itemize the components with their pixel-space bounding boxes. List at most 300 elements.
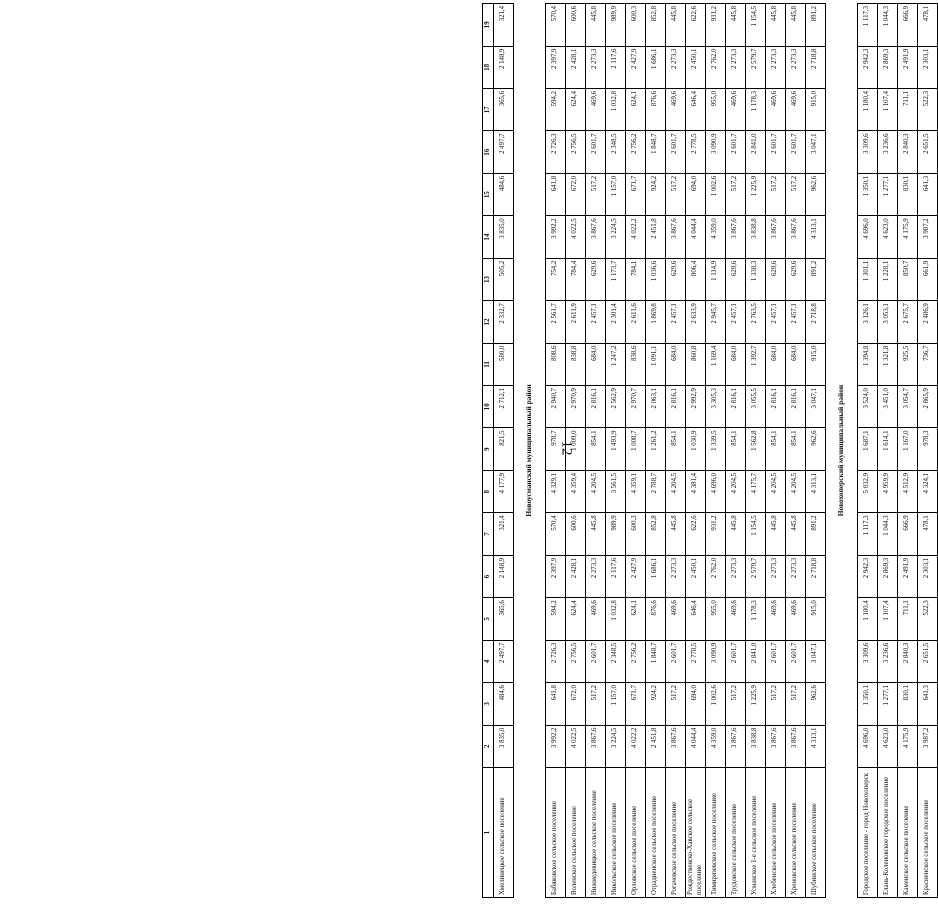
value-cell: 3 524,0 bbox=[858, 386, 878, 428]
value-cell: 2 601,7 bbox=[666, 131, 686, 173]
value-cell: 2 457,1 bbox=[766, 301, 786, 343]
budget-table bbox=[482, 3, 938, 898]
value-cell: 2 273,3 bbox=[666, 46, 686, 88]
value-cell: 3 867,6 bbox=[786, 216, 806, 258]
value-cell: 646,4 bbox=[686, 89, 706, 131]
value-cell: 365,6 bbox=[494, 598, 514, 640]
value-cell: 4 623,0 bbox=[878, 725, 898, 767]
value-cell: 3 054,7 bbox=[898, 386, 918, 428]
column-number-2: 2 bbox=[483, 725, 494, 767]
value-cell: 1 002,6 bbox=[706, 173, 726, 215]
value-cell: 2 942,3 bbox=[858, 555, 878, 597]
value-cell: 484,6 bbox=[494, 173, 514, 215]
value-cell: 931,2 bbox=[706, 4, 726, 47]
value-cell: 684,0 bbox=[786, 343, 806, 385]
table-row bbox=[546, 4, 566, 898]
table-row bbox=[646, 4, 666, 898]
value-cell: 2 601,7 bbox=[766, 131, 786, 173]
column-number-4: 4 bbox=[483, 640, 494, 682]
value-cell: 3 987,2 bbox=[918, 725, 938, 767]
value-cell: 2 756,2 bbox=[626, 640, 646, 682]
value-cell: 1 848,7 bbox=[646, 640, 666, 682]
value-cell: 891,2 bbox=[806, 258, 826, 300]
value-cell: 2 945,7 bbox=[706, 301, 726, 343]
value-cell: 684,0 bbox=[766, 343, 786, 385]
value-cell: 2 942,3 bbox=[858, 46, 878, 88]
value-cell: 1 044,3 bbox=[878, 4, 898, 47]
value-cell: 1 008,7 bbox=[626, 428, 646, 470]
value-cell: 1 869,8 bbox=[646, 301, 666, 343]
column-number-6: 6 bbox=[483, 555, 494, 597]
value-cell: 684,0 bbox=[666, 343, 686, 385]
value-cell: 4 204,5 bbox=[666, 470, 686, 512]
value-cell: 3 236,6 bbox=[878, 131, 898, 173]
value-cell: 978,7 bbox=[546, 428, 566, 470]
value-cell: 1 247,2 bbox=[606, 343, 626, 385]
value-cell: 600,6 bbox=[566, 513, 586, 555]
value-cell: 4 696,0 bbox=[706, 470, 726, 512]
value-cell: 2 148,9 bbox=[494, 555, 514, 597]
value-cell: 955,0 bbox=[706, 598, 726, 640]
value-cell: 754,2 bbox=[546, 258, 566, 300]
value-cell: 2 148,9 bbox=[494, 46, 514, 88]
value-cell: 2 451,8 bbox=[646, 725, 666, 767]
value-cell: 4 177,9 bbox=[494, 470, 514, 512]
value-cell: 4 175,7 bbox=[746, 470, 766, 512]
value-cell: 622,6 bbox=[686, 513, 706, 555]
value-cell: 641,8 bbox=[546, 173, 566, 215]
value-cell: 445,8 bbox=[666, 513, 686, 555]
value-cell: 594,2 bbox=[546, 89, 566, 131]
value-cell: 3 309,6 bbox=[858, 640, 878, 682]
value-cell: 2 117,6 bbox=[606, 555, 626, 597]
section-header-row bbox=[514, 4, 546, 898]
value-cell: 478,1 bbox=[918, 513, 938, 555]
value-cell: 2 601,7 bbox=[586, 640, 606, 682]
value-cell: 2 816,1 bbox=[786, 386, 806, 428]
value-cell: 2 841,0 bbox=[746, 640, 766, 682]
value-cell: 4 204,5 bbox=[586, 470, 606, 512]
value-cell: 624,1 bbox=[626, 89, 646, 131]
value-cell: 641,8 bbox=[546, 683, 566, 725]
column-number-17: 17 bbox=[483, 89, 494, 131]
value-cell: 1 350,1 bbox=[858, 173, 878, 215]
value-cell: 2 273,3 bbox=[586, 46, 606, 88]
value-cell: 517,2 bbox=[786, 173, 806, 215]
section-header-row bbox=[826, 4, 858, 898]
settlement-name: Трудовское сельское поселение bbox=[726, 768, 746, 898]
value-cell: 891,2 bbox=[806, 513, 826, 555]
value-cell: 469,6 bbox=[666, 89, 686, 131]
value-cell: 624,4 bbox=[566, 89, 586, 131]
value-cell: 4 329,1 bbox=[546, 470, 566, 512]
value-cell: 806,4 bbox=[686, 258, 706, 300]
value-cell: 2 491,9 bbox=[898, 555, 918, 597]
value-cell: 891,2 bbox=[806, 4, 826, 47]
value-cell: 2 117,6 bbox=[606, 46, 626, 88]
value-cell: 2 273,3 bbox=[766, 555, 786, 597]
district-title: Новохоперский муниципальный район bbox=[836, 384, 846, 517]
value-cell: 4 313,1 bbox=[806, 725, 826, 767]
value-cell: 2 301,4 bbox=[606, 301, 626, 343]
value-cell: 1 350,1 bbox=[858, 683, 878, 725]
value-cell: 924,2 bbox=[646, 683, 666, 725]
value-cell: 2 561,7 bbox=[546, 301, 566, 343]
value-cell: 1 114,9 bbox=[706, 258, 726, 300]
value-cell: 2 788,7 bbox=[646, 470, 666, 512]
value-cell: 3 126,1 bbox=[858, 301, 878, 343]
value-cell: 711,1 bbox=[898, 598, 918, 640]
table-row bbox=[586, 4, 606, 898]
settlement-name: Орловское сельское поселение bbox=[626, 768, 646, 898]
value-cell: 2 450,1 bbox=[686, 46, 706, 88]
value-cell: 445,8 bbox=[766, 513, 786, 555]
value-cell: 445,8 bbox=[726, 513, 746, 555]
settlement-name: Каменское сельское поселение bbox=[898, 768, 918, 898]
value-cell: 4 359,1 bbox=[626, 470, 646, 512]
column-number-7: 7 bbox=[483, 513, 494, 555]
value-cell: 469,6 bbox=[786, 598, 806, 640]
value-cell: 2 940,7 bbox=[546, 386, 566, 428]
value-cell: 4 204,5 bbox=[766, 470, 786, 512]
value-cell: 852,8 bbox=[646, 4, 666, 47]
value-cell: 876,6 bbox=[646, 89, 666, 131]
value-cell: 1 154,5 bbox=[746, 4, 766, 47]
value-cell: 1 032,8 bbox=[606, 89, 626, 131]
value-cell: 2 840,3 bbox=[898, 640, 918, 682]
value-cell: 517,2 bbox=[786, 683, 806, 725]
value-cell: 1 117,3 bbox=[858, 513, 878, 555]
value-cell: 2 869,3 bbox=[878, 555, 898, 597]
value-cell: 629,6 bbox=[786, 258, 806, 300]
value-cell: 3 451,0 bbox=[878, 386, 898, 428]
value-cell: 445,8 bbox=[766, 4, 786, 47]
table-row bbox=[898, 4, 918, 898]
value-cell: 1 338,3 bbox=[746, 258, 766, 300]
value-cell: 2 427,9 bbox=[626, 555, 646, 597]
settlement-name: Нижнедевицкое сельское поселение bbox=[586, 768, 606, 898]
settlement-name: Хмелинецкое сельское поселение bbox=[494, 768, 514, 898]
value-cell: 4 696,0 bbox=[858, 216, 878, 258]
value-cell: 2 865,9 bbox=[918, 386, 938, 428]
value-cell: 469,6 bbox=[726, 598, 746, 640]
value-cell: 1 107,4 bbox=[878, 598, 898, 640]
value-cell: 2 273,3 bbox=[786, 46, 806, 88]
value-cell: 2 601,7 bbox=[786, 640, 806, 682]
table-row bbox=[566, 4, 586, 898]
value-cell: 2 397,9 bbox=[546, 46, 566, 88]
value-cell: 2 611,9 bbox=[566, 301, 586, 343]
value-cell: 365,6 bbox=[494, 89, 514, 131]
value-cell: 3 867,6 bbox=[786, 725, 806, 767]
value-cell: 2 611,6 bbox=[626, 301, 646, 343]
settlement-name: Красненское сельское поселение bbox=[918, 768, 938, 898]
value-cell: 2 332,7 bbox=[494, 301, 514, 343]
value-cell: 478,1 bbox=[918, 4, 938, 47]
value-cell: 1 157,0 bbox=[606, 173, 626, 215]
value-cell: 962,6 bbox=[806, 683, 826, 725]
value-cell: 1 686,1 bbox=[646, 46, 666, 88]
value-cell: 1 277,1 bbox=[878, 683, 898, 725]
value-cell: 915,0 bbox=[806, 89, 826, 131]
value-cell: 3 838,8 bbox=[746, 216, 766, 258]
value-cell: 3 047,1 bbox=[806, 386, 826, 428]
value-cell: 3 305,3 bbox=[706, 386, 726, 428]
value-cell: 2 273,3 bbox=[786, 555, 806, 597]
value-cell: 1 180,4 bbox=[858, 598, 878, 640]
table-row bbox=[706, 4, 726, 898]
table-row bbox=[918, 4, 938, 898]
value-cell: 4 022,5 bbox=[566, 725, 586, 767]
value-cell: 2 601,7 bbox=[726, 131, 746, 173]
value-cell: 3 309,6 bbox=[858, 131, 878, 173]
value-cell: 629,6 bbox=[586, 258, 606, 300]
value-cell: 2 457,1 bbox=[726, 301, 746, 343]
value-cell: 1 178,3 bbox=[746, 598, 766, 640]
value-cell: 1 339,5 bbox=[706, 428, 726, 470]
value-cell: 3 561,5 bbox=[606, 470, 626, 512]
value-cell: 1 157,0 bbox=[606, 683, 626, 725]
value-cell: 694,0 bbox=[686, 173, 706, 215]
value-cell: 4 512,9 bbox=[898, 470, 918, 512]
value-cell: 2 486,9 bbox=[918, 301, 938, 343]
value-cell: 666,9 bbox=[898, 4, 918, 47]
value-cell: 962,6 bbox=[806, 428, 826, 470]
value-cell: 1 848,7 bbox=[646, 131, 666, 173]
value-cell: 5 032,9 bbox=[858, 470, 878, 512]
value-cell: 854,1 bbox=[726, 428, 746, 470]
value-cell: 2 718,8 bbox=[806, 555, 826, 597]
table-row bbox=[766, 4, 786, 898]
value-cell: 469,6 bbox=[766, 598, 786, 640]
value-cell: 830,1 bbox=[898, 683, 918, 725]
value-cell: 3 047,1 bbox=[806, 640, 826, 682]
value-cell: 517,2 bbox=[666, 173, 686, 215]
table-row bbox=[626, 4, 646, 898]
value-cell: 2 428,1 bbox=[566, 555, 586, 597]
value-cell: 850,7 bbox=[898, 258, 918, 300]
value-cell: 1 493,9 bbox=[606, 428, 626, 470]
value-cell: 1 392,7 bbox=[746, 343, 766, 385]
value-cell: 2 778,5 bbox=[686, 640, 706, 682]
value-cell: 3 090,9 bbox=[706, 640, 726, 682]
value-cell: 1 180,4 bbox=[858, 89, 878, 131]
value-cell: 924,2 bbox=[646, 173, 666, 215]
value-cell: 3 867,6 bbox=[726, 725, 746, 767]
value-cell: 2 397,9 bbox=[546, 555, 566, 597]
value-cell: 3 867,6 bbox=[586, 216, 606, 258]
value-cell: 2 675,7 bbox=[898, 301, 918, 343]
value-cell: 4 022,2 bbox=[626, 216, 646, 258]
value-cell: 1 301,1 bbox=[858, 258, 878, 300]
settlement-name: Хлебенское сельское поселение bbox=[766, 768, 786, 898]
value-cell: 3 835,0 bbox=[494, 725, 514, 767]
value-cell: 684,0 bbox=[586, 343, 606, 385]
value-cell: 2 451,8 bbox=[646, 216, 666, 258]
column-number-14: 14 bbox=[483, 216, 494, 258]
value-cell: 854,1 bbox=[586, 428, 606, 470]
table-row bbox=[858, 4, 878, 898]
settlement-name: Отрадненское сельское поселение bbox=[646, 768, 666, 898]
value-cell: 4 175,9 bbox=[898, 216, 918, 258]
value-cell: 3 992,2 bbox=[546, 725, 566, 767]
column-number-13: 13 bbox=[483, 258, 494, 300]
value-cell: 1 686,1 bbox=[646, 555, 666, 597]
value-cell: 925,5 bbox=[898, 343, 918, 385]
value-cell: 2 450,1 bbox=[686, 555, 706, 597]
value-cell: 505,2 bbox=[494, 258, 514, 300]
settlement-name: Рождественско-Хавское сельское поселение bbox=[686, 768, 706, 898]
value-cell: 2 601,7 bbox=[786, 131, 806, 173]
value-cell: 1 107,4 bbox=[878, 89, 898, 131]
value-cell: 4 022,5 bbox=[566, 216, 586, 258]
value-cell: 2 816,1 bbox=[766, 386, 786, 428]
value-cell: 2 651,5 bbox=[918, 131, 938, 173]
value-cell: 517,2 bbox=[766, 173, 786, 215]
value-cell: 629,6 bbox=[666, 258, 686, 300]
value-cell: 4 381,4 bbox=[686, 470, 706, 512]
value-cell: 522,3 bbox=[918, 598, 938, 640]
value-cell: 2 992,9 bbox=[686, 386, 706, 428]
value-cell: 1 036,6 bbox=[646, 258, 666, 300]
table-body bbox=[494, 4, 938, 898]
value-cell: 2 651,5 bbox=[918, 640, 938, 682]
value-cell: 876,6 bbox=[646, 598, 666, 640]
value-cell: 522,3 bbox=[918, 89, 938, 131]
value-cell: 2 457,1 bbox=[786, 301, 806, 343]
value-cell: 2 970,7 bbox=[626, 386, 646, 428]
value-cell: 915,0 bbox=[806, 598, 826, 640]
value-cell: 784,1 bbox=[626, 258, 646, 300]
value-cell: 2 712,1 bbox=[494, 386, 514, 428]
value-cell: 517,2 bbox=[726, 173, 746, 215]
value-cell: 2 816,1 bbox=[666, 386, 686, 428]
value-cell: 1 117,3 bbox=[858, 4, 878, 47]
value-cell: 4 324,1 bbox=[918, 470, 938, 512]
column-number-15: 15 bbox=[483, 173, 494, 215]
value-cell: 2 497,7 bbox=[494, 131, 514, 173]
value-cell: 445,8 bbox=[786, 513, 806, 555]
value-cell: 600,3 bbox=[626, 513, 646, 555]
value-cell: 4 359,0 bbox=[706, 725, 726, 767]
value-cell: 1 394,8 bbox=[858, 343, 878, 385]
value-cell: 852,8 bbox=[646, 513, 666, 555]
value-cell: 2 303,1 bbox=[918, 555, 938, 597]
value-cell: 4 359,0 bbox=[706, 216, 726, 258]
value-cell: 1 614,1 bbox=[878, 428, 898, 470]
value-cell: 3 047,1 bbox=[806, 131, 826, 173]
column-number-19: 19 bbox=[483, 4, 494, 47]
value-cell: 784,4 bbox=[566, 258, 586, 300]
value-cell: 2 601,7 bbox=[726, 640, 746, 682]
value-cell: 469,6 bbox=[766, 89, 786, 131]
value-cell: 641,3 bbox=[918, 173, 938, 215]
value-cell: 1 277,1 bbox=[878, 173, 898, 215]
value-cell: 838,8 bbox=[566, 343, 586, 385]
value-cell: 672,0 bbox=[566, 683, 586, 725]
value-cell: 2 273,3 bbox=[666, 555, 686, 597]
settlement-name: Бабяковское сельское поселение bbox=[546, 768, 566, 898]
value-cell: 4 959,9 bbox=[878, 470, 898, 512]
value-cell: 808,6 bbox=[546, 343, 566, 385]
value-cell: 671,7 bbox=[626, 683, 646, 725]
value-cell: 1 030,9 bbox=[686, 428, 706, 470]
value-cell: 3 867,6 bbox=[666, 216, 686, 258]
value-cell: 1 169,4 bbox=[706, 343, 726, 385]
value-cell: 1 044,3 bbox=[878, 513, 898, 555]
settlement-name: Тимирязевское сельское поселение bbox=[706, 768, 726, 898]
value-cell: 445,8 bbox=[786, 4, 806, 47]
settlement-name: Городское поселение - город Новохоперск bbox=[858, 768, 878, 898]
value-cell: 624,4 bbox=[566, 598, 586, 640]
value-cell: 469,6 bbox=[786, 89, 806, 131]
column-number-16: 16 bbox=[483, 131, 494, 173]
value-cell: 1 225,9 bbox=[746, 173, 766, 215]
value-cell: 4 204,5 bbox=[726, 470, 746, 512]
value-cell: 1 009,0 bbox=[566, 428, 586, 470]
value-cell: 854,1 bbox=[666, 428, 686, 470]
value-cell: 2 273,3 bbox=[766, 46, 786, 88]
value-cell: 3 224,5 bbox=[606, 216, 626, 258]
value-cell: 3 867,6 bbox=[586, 725, 606, 767]
value-cell: 2 428,1 bbox=[566, 46, 586, 88]
value-cell: 445,8 bbox=[586, 513, 606, 555]
settlement-name: Рогачевское сельское поселение bbox=[666, 768, 686, 898]
value-cell: 1 002,6 bbox=[706, 683, 726, 725]
page-number: 12 bbox=[558, 440, 575, 456]
value-cell: 469,6 bbox=[726, 89, 746, 131]
value-cell: 3 867,6 bbox=[666, 725, 686, 767]
value-cell: 1 321,8 bbox=[878, 343, 898, 385]
value-cell: 3 867,6 bbox=[766, 725, 786, 767]
value-cell: 469,6 bbox=[586, 598, 606, 640]
value-cell: 2 497,7 bbox=[494, 640, 514, 682]
settlement-name: Шубинское сельское поселение bbox=[806, 768, 826, 898]
value-cell: 3 838,8 bbox=[746, 725, 766, 767]
value-cell: 2 273,3 bbox=[586, 555, 606, 597]
value-cell: 838,6 bbox=[626, 343, 646, 385]
value-cell: 4 044,4 bbox=[686, 216, 706, 258]
table-row bbox=[494, 4, 514, 898]
value-cell: 2 726,3 bbox=[546, 640, 566, 682]
settlement-name: Воленское сельское поселение bbox=[566, 768, 586, 898]
value-cell: 931,2 bbox=[706, 513, 726, 555]
value-cell: 4 359,4 bbox=[566, 470, 586, 512]
value-cell: 711,1 bbox=[898, 89, 918, 131]
value-cell: 570,4 bbox=[546, 513, 566, 555]
value-cell: 641,3 bbox=[918, 683, 938, 725]
rotated-page bbox=[482, 3, 931, 898]
value-cell: 4 175,9 bbox=[898, 725, 918, 767]
value-cell: 517,2 bbox=[666, 683, 686, 725]
value-cell: 962,6 bbox=[806, 173, 826, 215]
value-cell: 624,1 bbox=[626, 598, 646, 640]
value-cell: 445,8 bbox=[586, 4, 606, 47]
value-cell: 830,1 bbox=[898, 173, 918, 215]
column-number-12: 12 bbox=[483, 301, 494, 343]
value-cell: 854,1 bbox=[766, 428, 786, 470]
value-cell: 3 992,2 bbox=[546, 216, 566, 258]
value-cell: 2 841,0 bbox=[746, 131, 766, 173]
value-cell: 484,6 bbox=[494, 683, 514, 725]
value-cell: 2 273,3 bbox=[726, 46, 746, 88]
value-cell: 2 427,9 bbox=[626, 46, 646, 88]
value-cell: 3 835,0 bbox=[494, 216, 514, 258]
value-cell: 684,0 bbox=[726, 343, 746, 385]
value-cell: 2 348,5 bbox=[606, 640, 626, 682]
value-cell: 2 579,7 bbox=[746, 555, 766, 597]
value-cell: 646,4 bbox=[686, 598, 706, 640]
